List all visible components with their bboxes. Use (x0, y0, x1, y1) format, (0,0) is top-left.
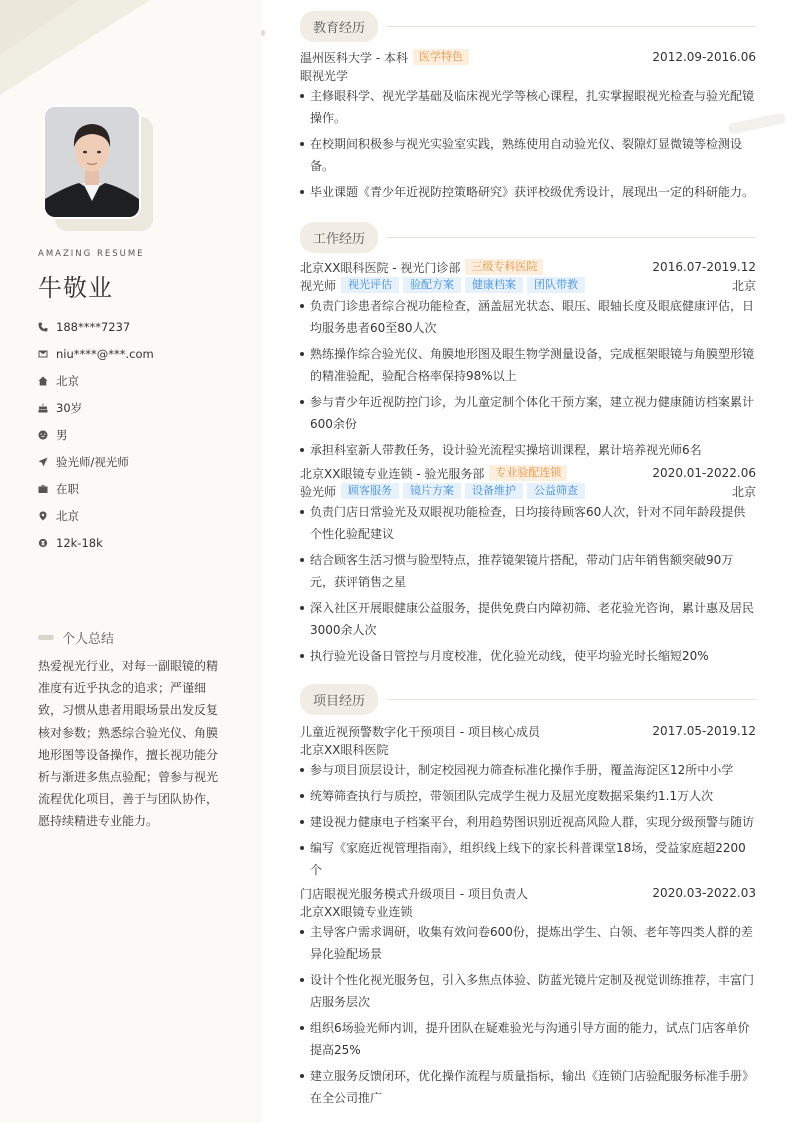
list-item: 负责门诊患者综合视功能检查，涵盖屈光状态、眼压、眼轴长度及眼底健康评估，日均服务患者60至80人次 (300, 295, 756, 339)
job-tag: 健康档案 (465, 277, 523, 293)
job-tag: 镜片方案 (403, 483, 461, 499)
mail-icon (38, 349, 56, 359)
job-tag: 验配方案 (403, 277, 461, 293)
job-date: 2020.01-2022.06 (652, 466, 756, 480)
job-city: 北京 (731, 278, 756, 293)
project-bullets (300, 759, 756, 881)
info-gender (38, 421, 154, 448)
education-section-heading (300, 11, 756, 42)
list-item: 设计个性化视光服务包，引入多焦点体验、防蓝光镜片定制及视觉训练推荐，丰富门店服务层次 (300, 969, 756, 1013)
projects-section-heading (300, 684, 756, 715)
list-item: 建设视力健康电子档案平台，利用趋势图识别近视高风险人群，实现分级预警与随访 (300, 811, 756, 833)
list-item: 建立服务反馈闭环，优化操作流程与质量指标，输出《连锁门店验配服务标准手册》在全公司推广 (300, 1065, 756, 1109)
work-title: 工作经历 (300, 222, 378, 253)
phone-icon (38, 322, 56, 332)
info-status (38, 475, 154, 502)
section-divider (387, 237, 756, 238)
list-item: 深入社区开展眼健康公益服务，提供免费白内障初筛、老花验光咨询，累计惠及居民3000余人次 (300, 597, 756, 641)
projects-title: 项目经历 (300, 684, 378, 715)
education-entry (300, 48, 756, 207)
education-major-row (300, 66, 756, 84)
job-badge: 专业验配连锁 (489, 465, 567, 481)
avatar (43, 105, 141, 219)
briefcase-icon (38, 484, 56, 494)
summary-text: 热爱视光行业，对每一副眼镜的精准度有近乎执念的追求；严谨细致，习惯从患者用眼场景出发反复核对参数；熟悉综合验光仪、角膜地形图等设备操作，擅长视功能分析与渐进多焦点验配；曾参与视光流程优化项目，善于与团队协作，愿持续精进专业能力。 (38, 659, 219, 829)
job-entry (300, 464, 756, 671)
job-role-row (300, 482, 756, 500)
summary-heading-bar (38, 635, 54, 640)
job-tag: 视光评估 (341, 277, 399, 293)
job-tag: 公益筛查 (527, 483, 585, 499)
section-divider (387, 26, 756, 27)
job-tag: 设备维护 (465, 483, 523, 499)
education-bullets (300, 85, 756, 203)
info-salary (38, 529, 154, 556)
job-header-row (300, 258, 756, 276)
decoration-dot (261, 30, 265, 36)
job-role: 验光师 (300, 484, 337, 499)
project-entry (300, 884, 756, 1113)
list-item: 组织6场验光师内训，提升团队在疑难验光与沟通引导方面的能力，试点门店客单价提高25% (300, 1017, 756, 1061)
project-bullets (300, 921, 756, 1109)
job-bullets (300, 295, 756, 461)
education-title: 教育经历 (300, 11, 378, 42)
sidebar (0, 0, 262, 1123)
location-pin-icon (38, 511, 56, 521)
job-tag: 顾客服务 (341, 483, 399, 499)
gender-icon (38, 430, 56, 440)
list-item: 在校期间积极参与视光实验室实践，熟练使用自动验光仪、裂隙灯显微镜等检测设备。 (300, 133, 756, 177)
salary-icon (38, 538, 56, 548)
age-text: 30岁 (56, 400, 83, 415)
school-name: 温州医科大学 - 本科 (300, 50, 408, 65)
corner-decoration-inner (0, 0, 80, 55)
info-position (38, 448, 154, 475)
info-age (38, 394, 154, 421)
summary-title: 个人总结 (62, 632, 115, 647)
phone-text: 188****7237 (56, 319, 131, 334)
candidate-name: 牛敬业 (38, 274, 113, 302)
gender-text: 男 (56, 427, 68, 442)
list-item: 参与青少年近视防控门诊，为儿童定制个体化干预方案，建立视力健康随访档案累计600余份 (300, 391, 756, 435)
list-item: 主修眼科学、视光学基础及临床视光学等核心课程，扎实掌握眼视光检查与验光配镜操作。 (300, 85, 756, 129)
location-text: 北京 (56, 508, 79, 523)
job-role-row (300, 276, 756, 294)
major: 眼视光学 (300, 68, 349, 83)
list-item: 负责门店日常验光及双眼视功能检查，日均接待顾客60人次，针对不同年龄段提供个性化验配建议 (300, 501, 756, 545)
project-org-row (300, 902, 756, 920)
project-org-row (300, 740, 756, 758)
project-date: 2017.05-2019.12 (652, 724, 756, 738)
salary-text: 12k-18k (56, 535, 103, 550)
job-badge: 三级专科医院 (465, 259, 543, 275)
project-header-row (300, 884, 756, 902)
info-email (38, 340, 154, 367)
list-item: 编写《家庭近视管理指南》，组织线上线下的家长科普课堂18场，受益家庭超2200个 (300, 837, 756, 881)
info-phone (38, 313, 154, 340)
job-org: 北京XX眼镜专业连锁 - 验光服务部 (300, 466, 485, 481)
job-tag: 团队带教 (527, 277, 585, 293)
contact-info-list (38, 313, 154, 556)
education-header-row (300, 48, 756, 66)
info-home (38, 367, 154, 394)
job-header-row (300, 464, 756, 482)
resume-tagline: AMAZING RESUME (38, 249, 145, 259)
info-location (38, 502, 154, 529)
school-badge: 医学特色 (413, 49, 469, 65)
position-text: 验光师/视光师 (56, 454, 129, 469)
project-date: 2020.03-2022.03 (652, 886, 756, 900)
project-org: 北京XX眼镜专业连锁 (300, 904, 413, 919)
list-item: 参与项目顶层设计，制定校园视力筛查标准化操作手册，覆盖海淀区12所中小学 (300, 759, 756, 781)
project-name: 儿童近视预警数字化干预项目 - 项目核心成员 (300, 724, 540, 739)
profile-photo-frame (43, 105, 141, 219)
list-item: 熟练操作综合验光仪、角膜地形图及眼生物学测量设备，完成框架眼镜与角膜塑形镜的精准验配，验配合格率保持98%以上 (300, 343, 756, 387)
project-org: 北京XX眼科医院 (300, 742, 389, 757)
job-entry (300, 258, 756, 465)
job-bullets (300, 501, 756, 667)
job-org: 北京XX眼科医院 - 视光门诊部 (300, 260, 461, 275)
list-item: 主导客户需求调研，收集有效问卷600份，提炼出学生、白领、老年等四类人群的差异化验配场景 (300, 921, 756, 965)
list-item: 承担科室新人带教任务，设计验光流程实操培训课程，累计培养视光师6名 (300, 439, 756, 461)
list-item: 执行验光设备日管控与月度校准，优化验光动线，使平均验光时长缩短20% (300, 645, 756, 667)
job-city: 北京 (731, 484, 756, 499)
list-item: 结合顾客生活习惯与脸型特点，推荐镜架镜片搭配，带动门店年销售额突破90万元，获评销售之星 (300, 549, 756, 593)
email-text: niu****@***.com (56, 346, 154, 361)
avatar-portrait (45, 107, 139, 217)
section-divider (387, 699, 756, 700)
project-entry (300, 722, 756, 885)
status-text: 在职 (56, 481, 79, 496)
job-role: 视光师 (300, 278, 337, 293)
work-section-heading (300, 222, 756, 253)
home-text: 北京 (56, 373, 79, 388)
send-icon (38, 457, 56, 467)
job-date: 2016.07-2019.12 (652, 260, 756, 274)
home-icon (38, 376, 56, 386)
cake-icon (38, 403, 56, 413)
project-name: 门店眼视光服务模式升级项目 - 项目负责人 (300, 886, 528, 901)
project-header-row (300, 722, 756, 740)
education-date: 2012.09-2016.06 (652, 50, 756, 64)
summary-heading (38, 628, 114, 647)
list-item: 统筹筛查执行与质控，带领团队完成学生视力及屈光度数据采集约1.1万人次 (300, 785, 756, 807)
list-item: 毕业课题《青少年近视防控策略研究》获评校级优秀设计，展现出一定的科研能力。 (300, 181, 756, 203)
